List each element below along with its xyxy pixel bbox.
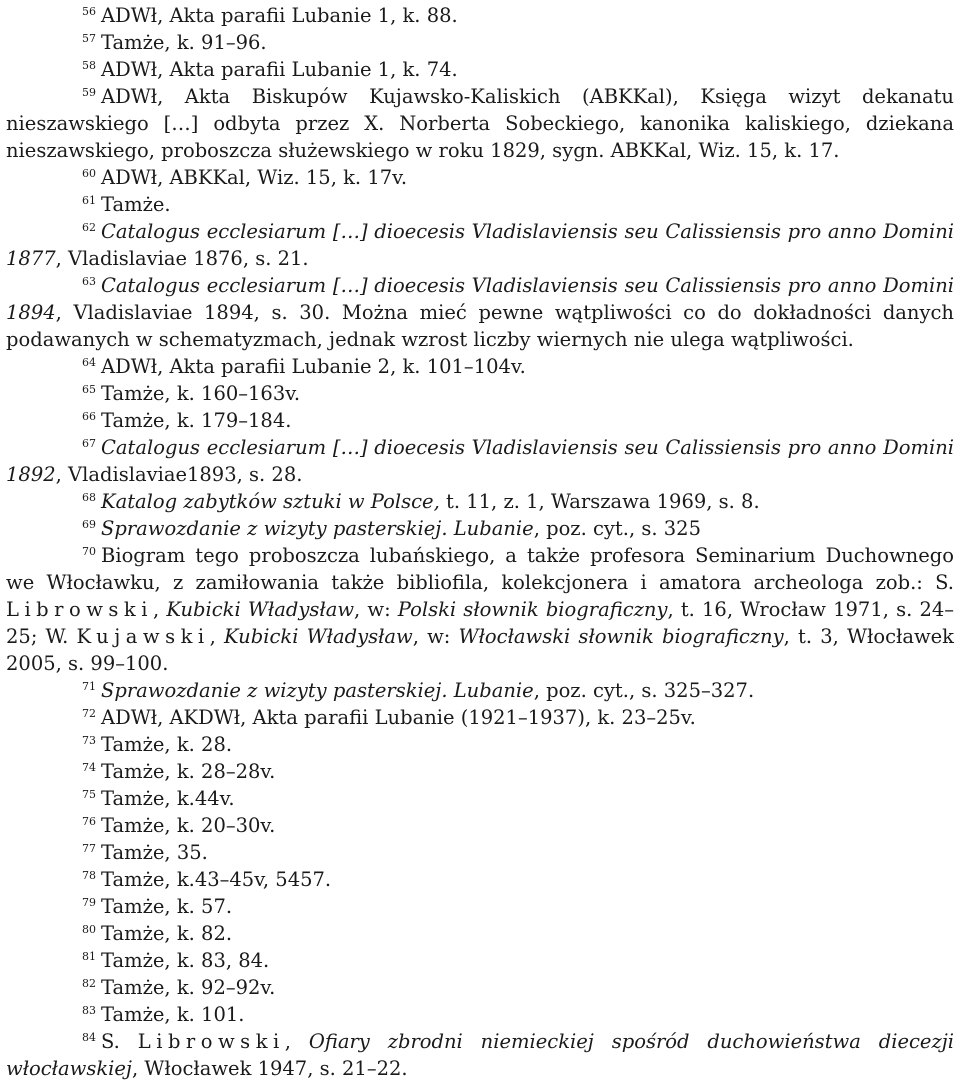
- footnote-number: 65: [82, 383, 96, 396]
- footnote-74: [6, 758, 954, 785]
- footnote-84: [6, 1028, 954, 1082]
- footnote-number: 63: [82, 275, 96, 288]
- footnote-number: 62: [82, 221, 96, 234]
- footnote-78: [6, 866, 954, 893]
- footnote-text: t. 11, z. 1, Warszawa 1969, s. 8.: [439, 490, 760, 513]
- footnote-number: 72: [82, 707, 96, 720]
- footnote-73: [6, 731, 954, 758]
- footnote-number: 82: [82, 977, 96, 990]
- footnote-text: Tamże, k. 91–96.: [101, 31, 267, 54]
- footnote-66: [6, 407, 954, 434]
- footnote-text: Tamże, k.43–45v, 5457.: [101, 868, 332, 891]
- footnote-author-spaced: Librowski: [6, 598, 153, 621]
- footnote-text: Tamże, k. 28.: [101, 733, 233, 756]
- footnote-text: ADWł, ABKKal, Wiz. 15, k. 17v.: [101, 166, 408, 189]
- footnote-text: , Vladislaviae 1876, s. 21.: [55, 247, 309, 270]
- footnote-82: [6, 974, 954, 1001]
- footnote-number: 64: [82, 356, 96, 369]
- footnote-number: 70: [82, 545, 96, 558]
- footnote-text: Biogram tego proboszcza lubańskiego, a także profesora Seminarium Duchownego we Włocławku, z zamiłowania także bibliofila, kolekcjonera i amatora archeologa zob.: S.: [6, 544, 954, 594]
- footnote-text: , w:: [412, 625, 459, 648]
- footnote-75: [6, 785, 954, 812]
- footnote-81: [6, 947, 954, 974]
- footnote-83: [6, 1001, 954, 1028]
- footnote-italic-text: Kubicki Władysław: [224, 625, 413, 648]
- footnote-71: [6, 677, 954, 704]
- footnote-79: [6, 893, 954, 920]
- footnote-number: 84: [82, 1031, 96, 1044]
- footnote-text: , Włocławek 1947, s. 21–22.: [131, 1057, 408, 1080]
- footnote-italic-text: Polski słownik biograficzny: [397, 598, 668, 621]
- footnote-number: 78: [82, 869, 96, 882]
- footnote-text: Tamże.: [101, 193, 171, 216]
- footnote-number: 67: [82, 437, 96, 450]
- footnote-italic-text: Włocławski słownik biograficzny: [458, 625, 784, 648]
- footnote-italic-text: Ofiary zbrodni niemieckiej spośród duchowieństwa diecezji włocławskiej: [6, 1030, 955, 1080]
- footnote-text: , Vladislaviae 1894, s. 30. Można mieć pewne wątpliwości co do dokładności danych podawanych w schematyzmach, jednak wzrost liczby wiernych nie ulega wątpliwości.: [6, 301, 954, 351]
- footnote-number: 56: [82, 5, 96, 18]
- footnote-number: 83: [82, 1004, 96, 1017]
- footnote-text: ADWł, Akta parafii Lubanie 1, k. 74.: [101, 58, 458, 81]
- footnote-text: Tamże, k. 101.: [101, 1003, 245, 1026]
- footnote-text: ADWł, Akta Biskupów Kujawsko-Kaliskich (ABKKal), Księga wizyt dekanatu nieszawskiego […] odbyta przez X. Norberta Sobeckiego, kanonika kaliskiego, dziekana nieszawskiego, proboszcza służewskiego w roku 1829, sygn. ABKKal, Wiz. 15, k. 17.: [6, 85, 954, 162]
- footnote-56: [6, 2, 954, 29]
- footnote-number: 58: [82, 59, 96, 72]
- footnote-63: [6, 272, 954, 353]
- footnote-italic-text: Katalog zabytków sztuki w Polsce,: [101, 490, 440, 513]
- footnote-number: 59: [82, 86, 96, 99]
- footnote-number: 60: [82, 167, 96, 180]
- footnote-text: Tamże, k. 28–28v.: [101, 760, 276, 783]
- footnote-number: 71: [82, 680, 96, 693]
- footnote-text: ADWł, AKDWł, Akta parafii Lubanie (1921–1937), k. 23–25v.: [101, 706, 696, 729]
- footnote-number: 61: [82, 194, 96, 207]
- footnote-text: Tamże, k. 57.: [101, 895, 233, 918]
- footnote-text: , w:: [354, 598, 398, 621]
- footnote-italic-text: Catalogus ecclesiarum […] dioecesis Vladislaviensis seu Calissiensis pro anno Domini 1894: [6, 274, 954, 324]
- footnote-text: , t. 3, Włocławek 2005, s. 99–100.: [6, 625, 954, 675]
- footnote-italic-text: Kubicki Władysław: [166, 598, 355, 621]
- footnote-number: 73: [82, 734, 96, 747]
- footnote-text: S.: [101, 1030, 138, 1053]
- footnote-text: ,: [209, 625, 225, 648]
- footnote-text: Tamże, k. 20–30v.: [101, 814, 276, 837]
- footnote-number: 75: [82, 788, 96, 801]
- footnote-60: [6, 164, 954, 191]
- footnote-text: , poz. cyt., s. 325: [533, 517, 701, 540]
- footnote-59: [6, 83, 954, 164]
- footnote-58: [6, 56, 954, 83]
- footnote-text: ADWł, Akta parafii Lubanie 2, k. 101–104v.: [101, 355, 526, 378]
- footnote-number: 74: [82, 761, 96, 774]
- footnote-67: [6, 434, 954, 488]
- footnote-72: [6, 704, 954, 731]
- footnote-number: 79: [82, 896, 96, 909]
- footnote-number: 69: [82, 518, 96, 531]
- footnote-italic-text: Catalogus ecclesiarum […] dioecesis Vladislaviensis seu Calissiensis pro anno Domini 1892: [6, 436, 954, 486]
- footnote-62: [6, 218, 954, 272]
- footnote-text: Tamże, k. 160–163v.: [101, 382, 301, 405]
- footnote-text: Tamże, k. 83, 84.: [101, 949, 270, 972]
- footnote-text: ADWł, Akta parafii Lubanie 1, k. 88.: [101, 4, 458, 27]
- footnote-57: [6, 29, 954, 56]
- footnote-text: , poz. cyt., s. 325–327.: [533, 679, 755, 702]
- footnote-number: 68: [82, 491, 96, 504]
- footnote-text: Tamże, k. 92–92v.: [101, 976, 276, 999]
- footnote-text: , t. 16, Wrocław 1971, s. 24–25; W.: [6, 598, 955, 648]
- footnote-text: Tamże, 35.: [101, 841, 208, 864]
- footnote-70: [6, 542, 954, 677]
- footnote-author-spaced: Kujawski: [76, 625, 210, 648]
- footnote-text: Tamże, k. 82.: [101, 922, 233, 945]
- footnote-76: [6, 812, 954, 839]
- footnote-number: 66: [82, 410, 96, 423]
- footnote-77: [6, 839, 954, 866]
- footnote-italic-text: Sprawozdanie z wizyty pasterskiej. Lubanie: [101, 517, 534, 540]
- footnote-61: [6, 191, 954, 218]
- footnote-text: Tamże, k.44v.: [101, 787, 235, 810]
- footnote-68: [6, 488, 954, 515]
- footnote-text: ,: [152, 598, 167, 621]
- footnote-69: [6, 515, 954, 542]
- footnote-number: 81: [82, 950, 96, 963]
- footnote-number: 76: [82, 815, 96, 828]
- footnote-number: 80: [82, 923, 96, 936]
- footnote-65: [6, 380, 954, 407]
- footnote-author-spaced: Librowski: [137, 1030, 285, 1053]
- footnote-italic-text: Sprawozdanie z wizyty pasterskiej. Lubanie: [101, 679, 534, 702]
- footnote-italic-text: Catalogus ecclesiarum […] dioecesis Vladislaviensis seu Calissiensis pro anno Domini 1877: [6, 220, 954, 270]
- footnote-number: 77: [82, 842, 96, 855]
- footnote-number: 57: [82, 32, 96, 45]
- footnote-text: , Vladislaviae1893, s. 28.: [55, 463, 303, 486]
- footnote-text: ,: [284, 1030, 309, 1053]
- footnote-64: [6, 353, 954, 380]
- footnote-80: [6, 920, 954, 947]
- footnote-text: Tamże, k. 179–184.: [101, 409, 292, 432]
